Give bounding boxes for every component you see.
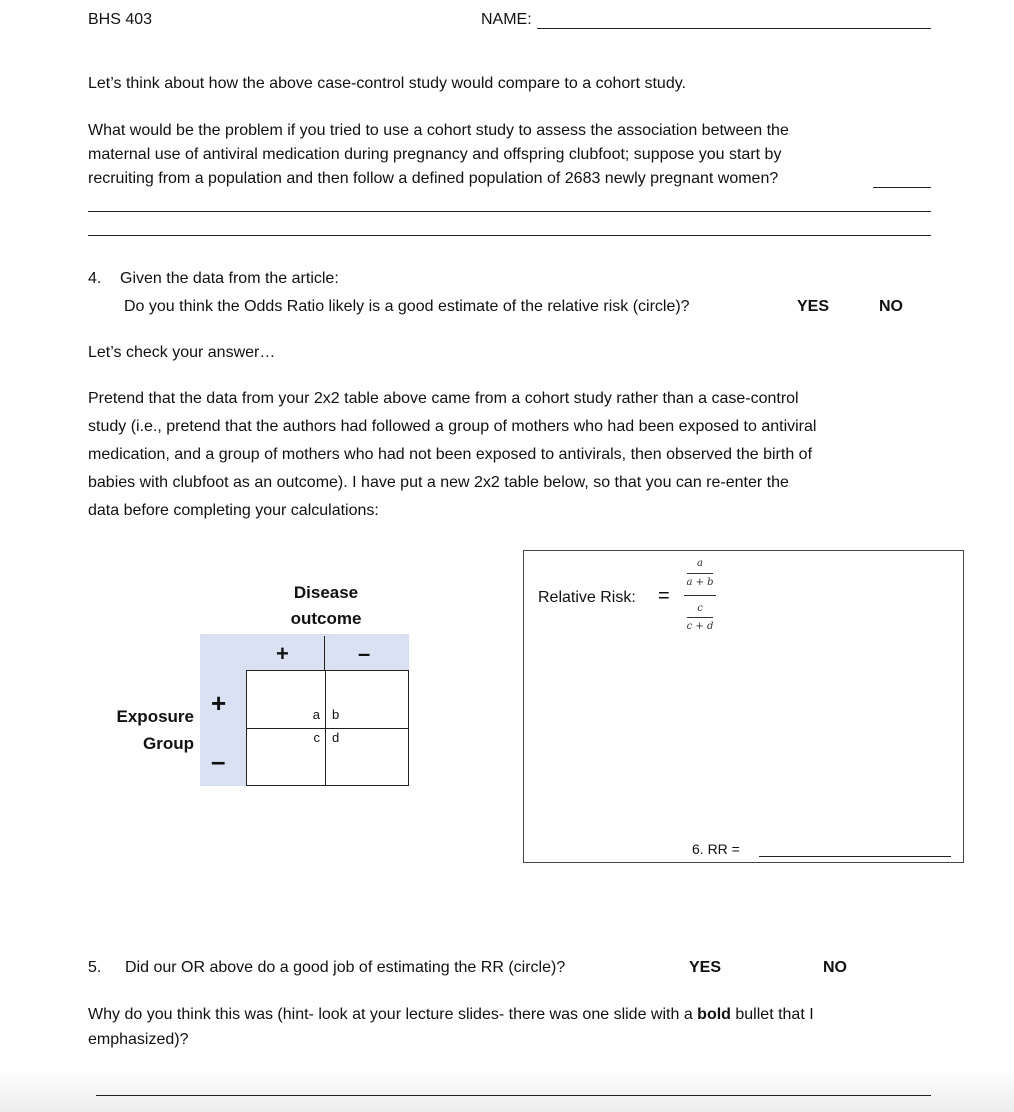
q5-number: 5.: [88, 959, 102, 976]
q4-no-option[interactable]: NO: [879, 298, 903, 315]
outcome-minus: –: [358, 641, 371, 666]
header-divider: [324, 636, 325, 670]
name-label: NAME:: [481, 11, 532, 28]
pretend-line-3: medication, and a group of mothers who had not been exposed to antivirals, then observed the birth of: [88, 446, 813, 463]
disease-outcome-label: [286, 580, 366, 632]
why-text-part-1: Why do you think this was (hint- look at your lecture slides- there was one slide with a: [88, 1006, 698, 1023]
q5-yes-option[interactable]: YES: [689, 959, 722, 976]
pretend-paragraph: [88, 385, 938, 525]
rr-den-bar: [687, 617, 713, 618]
q4-line-1: Given the data from the article:: [120, 270, 339, 287]
why-text-part-2: bullet that I: [730, 1006, 814, 1023]
intro-text: Let’s think about how the above case-control study would compare to a cohort study.: [88, 75, 686, 92]
cell-d-letter: d: [332, 730, 340, 745]
disease-label-line-2: outcome: [290, 609, 362, 628]
pretend-line-4: babies with clubfoot as an outcome). I have put a new 2x2 table below, so that you can re-enter the: [88, 474, 789, 491]
cell-d[interactable]: [325, 728, 409, 786]
q5-text: Did our OR above do a good job of estimating the RR (circle)?: [125, 959, 566, 976]
why-line-2: emphasized)?: [88, 1031, 189, 1048]
cell-c[interactable]: [246, 728, 326, 786]
why-bold-word: bold: [697, 1006, 731, 1023]
pretend-line-5: data before completing your calculations:: [88, 502, 379, 519]
cohort-question-line-2: maternal use of antiviral medication during pregnancy and offspring clubfoot; suppose you start by: [88, 146, 782, 163]
check-text: Let’s check your answer…: [88, 344, 276, 361]
answer-line-2[interactable]: [88, 235, 931, 236]
rr-formula: [682, 551, 718, 631]
exposure-label-line-2: Group: [143, 734, 194, 753]
disease-label-line-1: Disease: [293, 583, 359, 602]
pretend-line-2: study (i.e., pretend that the authors had followed a group of mothers who had been exposed to antiviral: [88, 418, 817, 435]
rr-main-bar: [684, 595, 716, 596]
cell-c-letter: c: [313, 730, 320, 745]
cohort-question-line-1: What would be the problem if you tried to use a cohort study to assess the association between the: [88, 122, 789, 139]
cell-b-letter: b: [332, 707, 340, 722]
exposure-plus: +: [211, 688, 227, 718]
exposure-group-label: [96, 703, 194, 757]
rr-label: Relative Risk:: [538, 589, 636, 606]
course-code: BHS 403: [88, 11, 153, 28]
rr-num-bar: [687, 573, 713, 574]
table-header-row: [200, 634, 409, 670]
q4-number: 4.: [88, 270, 102, 287]
answer-line-1[interactable]: [88, 211, 931, 212]
cell-b[interactable]: [325, 670, 409, 729]
exposure-minus: –: [211, 746, 226, 776]
rr-den-bottom: c + d: [686, 621, 714, 632]
why-question: [88, 1002, 948, 1052]
q4-line-2: Do you think the Odds Ratio likely is a good estimate of the relative risk (circle)?: [124, 298, 690, 315]
cell-a[interactable]: [246, 670, 326, 729]
q4-yes-option[interactable]: YES: [797, 298, 830, 315]
name-field-line[interactable]: [537, 28, 931, 29]
why-line-1: [88, 1002, 948, 1027]
rr-answer-label: 6. RR =: [692, 841, 740, 857]
page-bottom-fade: [0, 1068, 1014, 1112]
why-answer-line[interactable]: [96, 1095, 931, 1096]
cell-a-letter: a: [312, 707, 320, 722]
rr-answer-line[interactable]: [759, 856, 951, 857]
rr-num-bottom: a + b: [686, 577, 714, 588]
rr-num-top: a: [697, 558, 703, 569]
rr-den-top: c: [697, 603, 703, 614]
relative-risk-box: [523, 550, 964, 863]
rr-equals: =: [658, 585, 670, 607]
q5-no-option[interactable]: NO: [823, 959, 847, 976]
answer-line-inline[interactable]: [873, 187, 931, 188]
exposure-label-line-1: Exposure: [116, 707, 194, 726]
pretend-line-1: Pretend that the data from your 2x2 table above came from a cohort study rather than a case-control: [88, 390, 799, 407]
cohort-question-line-3: recruiting from a population and then follow a defined population of 2683 newly pregnant women?: [88, 170, 779, 187]
outcome-plus: +: [276, 641, 289, 666]
